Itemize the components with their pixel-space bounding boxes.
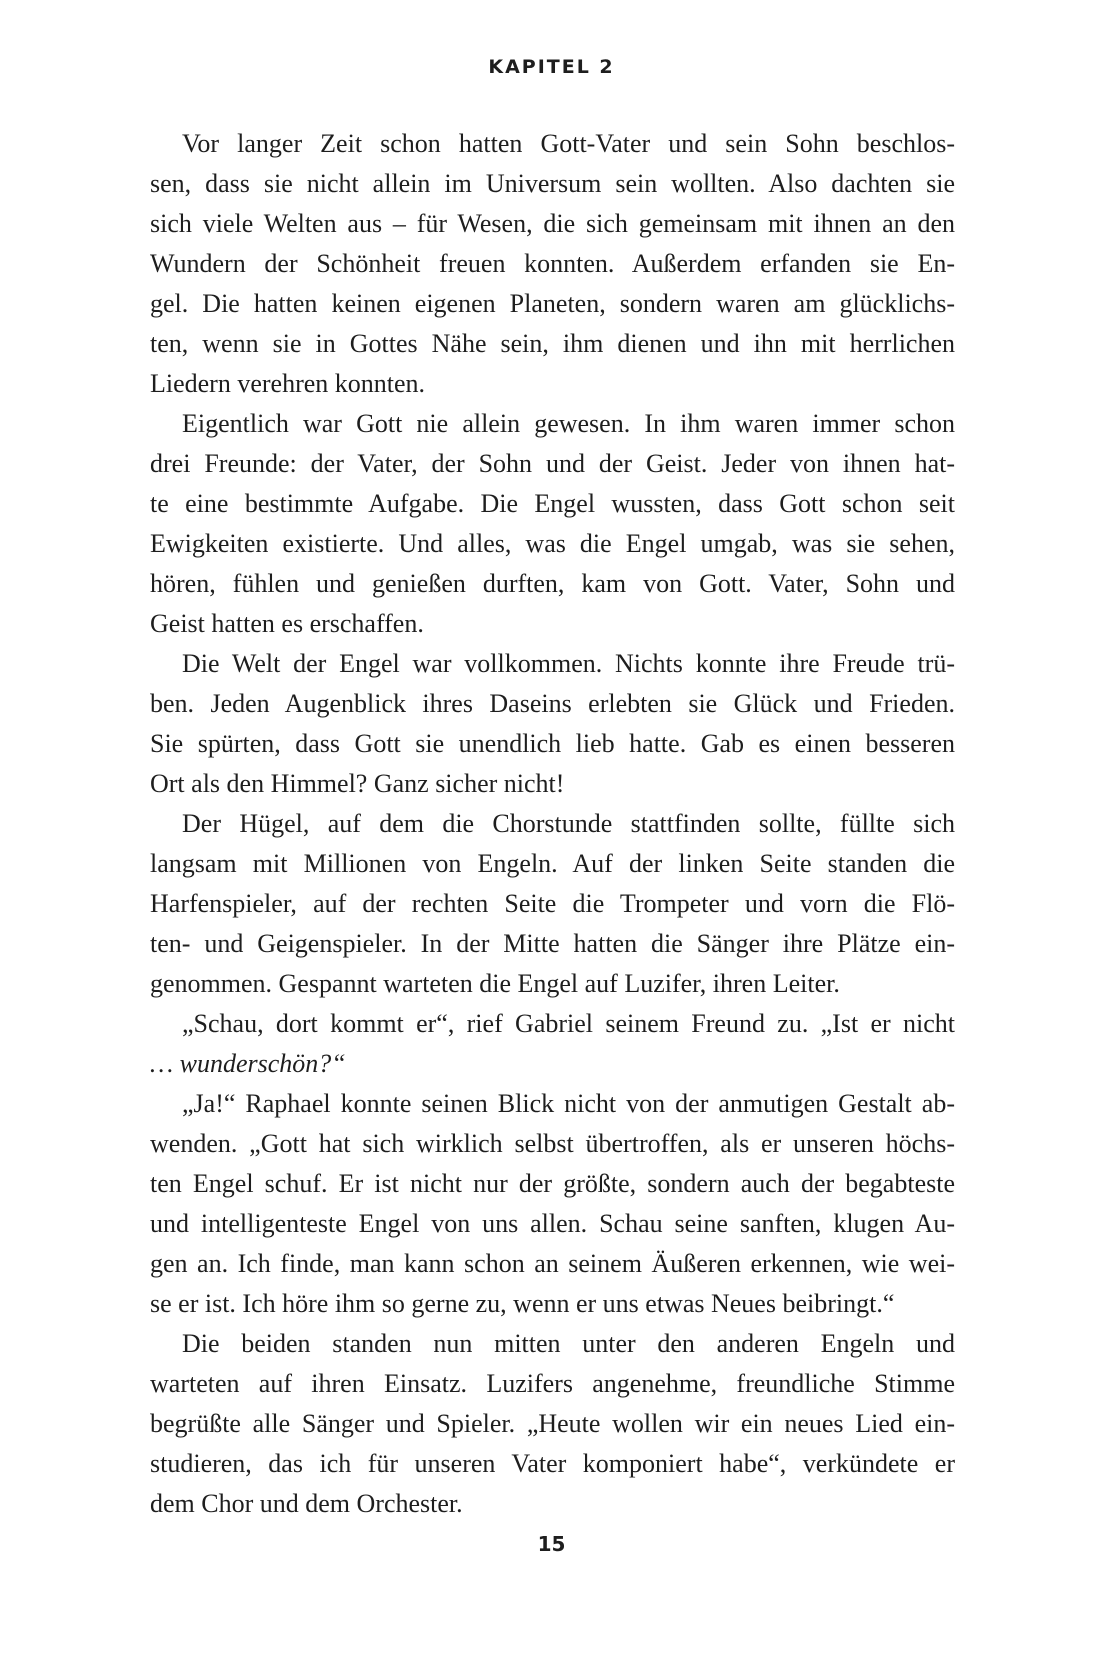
text-line: ten Engel schuf. Er ist nicht nur der größte, sondern auch der begabteste	[150, 1169, 955, 1198]
text-line: langsam mit Millionen von Engeln. Auf der linken Seite standen die	[150, 849, 955, 878]
text-line: Vor langer Zeit schon hatten Gott-Vater und sein Sohn beschlos-	[182, 129, 955, 158]
text-line: Geist hatten es erschaffen.	[150, 609, 424, 638]
text-line: studieren, das ich für unseren Vater komponiert habe“, verkündete er	[150, 1449, 955, 1478]
page-number: 15	[537, 1532, 566, 1556]
text-line: Harfenspieler, auf der rechten Seite die Trompeter und vorn die Flö-	[150, 889, 955, 918]
text-line: drei Freunde: der Vater, der Sohn und der Geist. Jeder von ihnen hat-	[150, 449, 955, 478]
text-line: Sie spürten, dass Gott sie unendlich lieb hatte. Gab es einen besseren	[150, 729, 955, 758]
text-line: begrüßte alle Sänger und Spieler. „Heute wollen wir ein neues Lied ein-	[150, 1409, 955, 1438]
text-line: hören, fühlen und genießen durften, kam von Gott. Vater, Sohn und	[150, 569, 955, 598]
text-line: Eigentlich war Gott nie allein gewesen. In ihm waren immer schon	[182, 409, 955, 438]
text-line-italic	[150, 1044, 955, 1084]
text-line: Die Welt der Engel war vollkommen. Nichts konnte ihre Freude trü-	[182, 649, 955, 678]
text-line: gen an. Ich finde, man kann schon an seinem Äußeren erkennen, wie wei-	[150, 1249, 955, 1278]
text-line: wenden. „Gott hat sich wirklich selbst übertroffen, als er unseren höchs-	[150, 1129, 955, 1158]
text-line: Ewigkeiten existierte. Und alles, was die Engel umgab, was sie sehen,	[150, 529, 955, 558]
text-line: „Schau, dort kommt er“, rief Gabriel seinem Freund zu. „Ist er nicht	[182, 1009, 955, 1038]
text-line: Wundern der Schönheit freuen konnten. Außerdem erfanden sie En-	[150, 249, 955, 278]
text-line: dem Chor und dem Orchester.	[150, 1489, 463, 1518]
text-line: ben. Jeden Augenblick ihres Daseins erlebten sie Glück und Frieden.	[150, 689, 955, 718]
text-line: ten, wenn sie in Gottes Nähe sein, ihm dienen und ihn mit herrlichen	[150, 329, 955, 358]
text-line: warteten auf ihren Einsatz. Luzifers angenehme, freundliche Stimme	[150, 1369, 955, 1398]
text-line: gel. Die hatten keinen eigenen Planeten, sondern waren am glücklichs-	[150, 289, 955, 318]
italic-text: … wunderschön?“	[150, 1049, 346, 1078]
running-head: KAPITEL 2	[488, 56, 615, 78]
text-line: te eine bestimmte Aufgabe. Die Engel wussten, dass Gott schon seit	[150, 489, 955, 518]
text-line: genommen. Gespannt warteten die Engel auf Luzifer, ihren Leiter.	[150, 969, 840, 998]
text-line: „Ja!“ Raphael konnte seinen Blick nicht von der anmutigen Gestalt ab-	[182, 1089, 955, 1118]
text-line: sich viele Welten aus – für Wesen, die sich gemeinsam mit ihnen an den	[150, 209, 955, 238]
text-line: ten- und Geigenspieler. In der Mitte hatten die Sänger ihre Plätze ein-	[150, 929, 955, 958]
body-text	[150, 124, 955, 1524]
text-line: sen, dass sie nicht allein im Universum sein wollten. Also dachten sie	[150, 169, 955, 198]
text-line: Liedern verehren konnten.	[150, 369, 426, 398]
text-line: Ort als den Himmel? Ganz sicher nicht!	[150, 769, 565, 798]
text-line: Die beiden standen nun mitten unter den anderen Engeln und	[182, 1329, 955, 1358]
text-line: und intelligenteste Engel von uns allen. Schau seine sanften, klugen Au-	[150, 1209, 955, 1238]
text-line: Der Hügel, auf dem die Chorstunde stattfinden sollte, füllte sich	[182, 809, 955, 838]
text-line: se er ist. Ich höre ihm so gerne zu, wenn er uns etwas Neues beibringt.“	[150, 1289, 895, 1318]
